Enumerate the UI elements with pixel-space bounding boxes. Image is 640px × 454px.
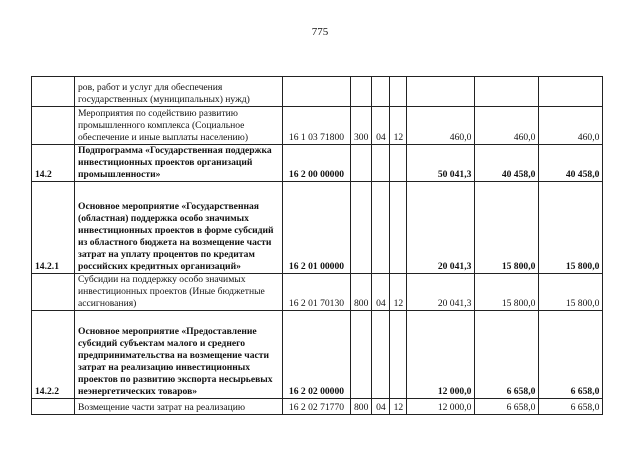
row-amount-year-2 <box>475 77 539 107</box>
row-section <box>372 77 390 107</box>
row-expense-type <box>351 145 372 182</box>
row-code: 14.2 <box>32 145 75 182</box>
row-amount-year-1: 460,0 <box>407 107 475 145</box>
row-description: Возмещение части затрат на реализацию <box>75 399 283 415</box>
row-subsection <box>390 145 407 182</box>
row-amount-year-3: 15 800,0 <box>539 274 603 311</box>
row-target-article: 16 2 01 00000 <box>283 182 351 274</box>
row-section <box>372 311 390 399</box>
row-target-article: 16 2 00 00000 <box>283 145 351 182</box>
page-number: 775 <box>311 26 329 38</box>
row-description: Мероприятия по содействию развитию промышленного комплекса (Социальное обеспечение и иные выплаты населению) <box>75 107 283 145</box>
row-amount-year-3: 15 800,0 <box>539 182 603 274</box>
row-code <box>32 107 75 145</box>
row-amount-year-2: 40 458,0 <box>475 145 539 182</box>
row-target-article: 16 2 02 00000 <box>283 311 351 399</box>
row-amount-year-2: 15 800,0 <box>475 182 539 274</box>
row-expense-type <box>351 182 372 274</box>
row-code <box>32 274 75 311</box>
row-code: 14.2.2 <box>32 311 75 399</box>
row-code <box>32 77 75 107</box>
table-row <box>32 77 603 107</box>
row-expense-type <box>351 77 372 107</box>
row-target-article: 16 1 03 71800 <box>283 107 351 145</box>
row-code: 14.2.1 <box>32 182 75 274</box>
row-expense-type: 800 <box>351 399 372 415</box>
row-description: Основное мероприятие «Государственная (областная) поддержка особо значимых инвестиционных проектов в форме субсидий из областного бюджета на возмещение части затрат на уплату процентов по кредитам российских кредитных организаций» <box>75 182 283 274</box>
row-amount-year-1: 12 000,0 <box>407 399 475 415</box>
row-amount-year-2: 460,0 <box>475 107 539 145</box>
row-amount-year-1: 50 041,3 <box>407 145 475 182</box>
row-section: 04 <box>372 107 390 145</box>
row-description: ров, работ и услуг для обеспечения государственных (муниципальных) нужд) <box>75 77 283 107</box>
row-amount-year-2: 15 800,0 <box>475 274 539 311</box>
row-amount-year-3 <box>539 77 603 107</box>
row-target-article <box>283 77 351 107</box>
row-section: 04 <box>372 399 390 415</box>
row-amount-year-3: 6 658,0 <box>539 399 603 415</box>
row-amount-year-3: 6 658,0 <box>539 311 603 399</box>
row-subsection <box>390 77 407 107</box>
row-description: Субсидии на поддержку особо значимых инвестиционных проектов (Иные бюджетные ассигнования) <box>75 274 283 311</box>
table-row <box>32 107 603 145</box>
row-expense-type <box>351 311 372 399</box>
row-expense-type: 800 <box>351 274 372 311</box>
table-row <box>32 145 603 182</box>
row-section: 04 <box>372 274 390 311</box>
row-amount-year-1 <box>407 77 475 107</box>
row-amount-year-1: 12 000,0 <box>407 311 475 399</box>
row-amount-year-3: 40 458,0 <box>539 145 603 182</box>
row-subsection: 12 <box>390 274 407 311</box>
table-row <box>32 182 603 274</box>
row-subsection <box>390 311 407 399</box>
row-amount-year-3: 460,0 <box>539 107 603 145</box>
row-code <box>32 399 75 415</box>
row-expense-type: 300 <box>351 107 372 145</box>
row-description: Основное мероприятие «Предоставление субсидий субъектам малого и среднего предпринимательства на возмещение части затрат на реализацию инвестиционных проектов по развитию экспорта несырьевых неэнергетических товаров» <box>75 311 283 399</box>
row-target-article: 16 2 01 70130 <box>283 274 351 311</box>
row-amount-year-1: 20 041,3 <box>407 182 475 274</box>
row-section <box>372 182 390 274</box>
row-subsection: 12 <box>390 107 407 145</box>
row-amount-year-1: 20 041,3 <box>407 274 475 311</box>
row-subsection <box>390 182 407 274</box>
table-row <box>32 399 603 415</box>
row-amount-year-2: 6 658,0 <box>475 399 539 415</box>
row-section <box>372 145 390 182</box>
row-subsection: 12 <box>390 399 407 415</box>
row-amount-year-2: 6 658,0 <box>475 311 539 399</box>
row-target-article: 16 2 02 71770 <box>283 399 351 415</box>
row-description: Подпрограмма «Государственная поддержка инвестиционных проектов организаций промышленности» <box>75 145 283 182</box>
table-row <box>32 311 603 399</box>
table-row <box>32 274 603 311</box>
budget-table <box>31 76 603 415</box>
